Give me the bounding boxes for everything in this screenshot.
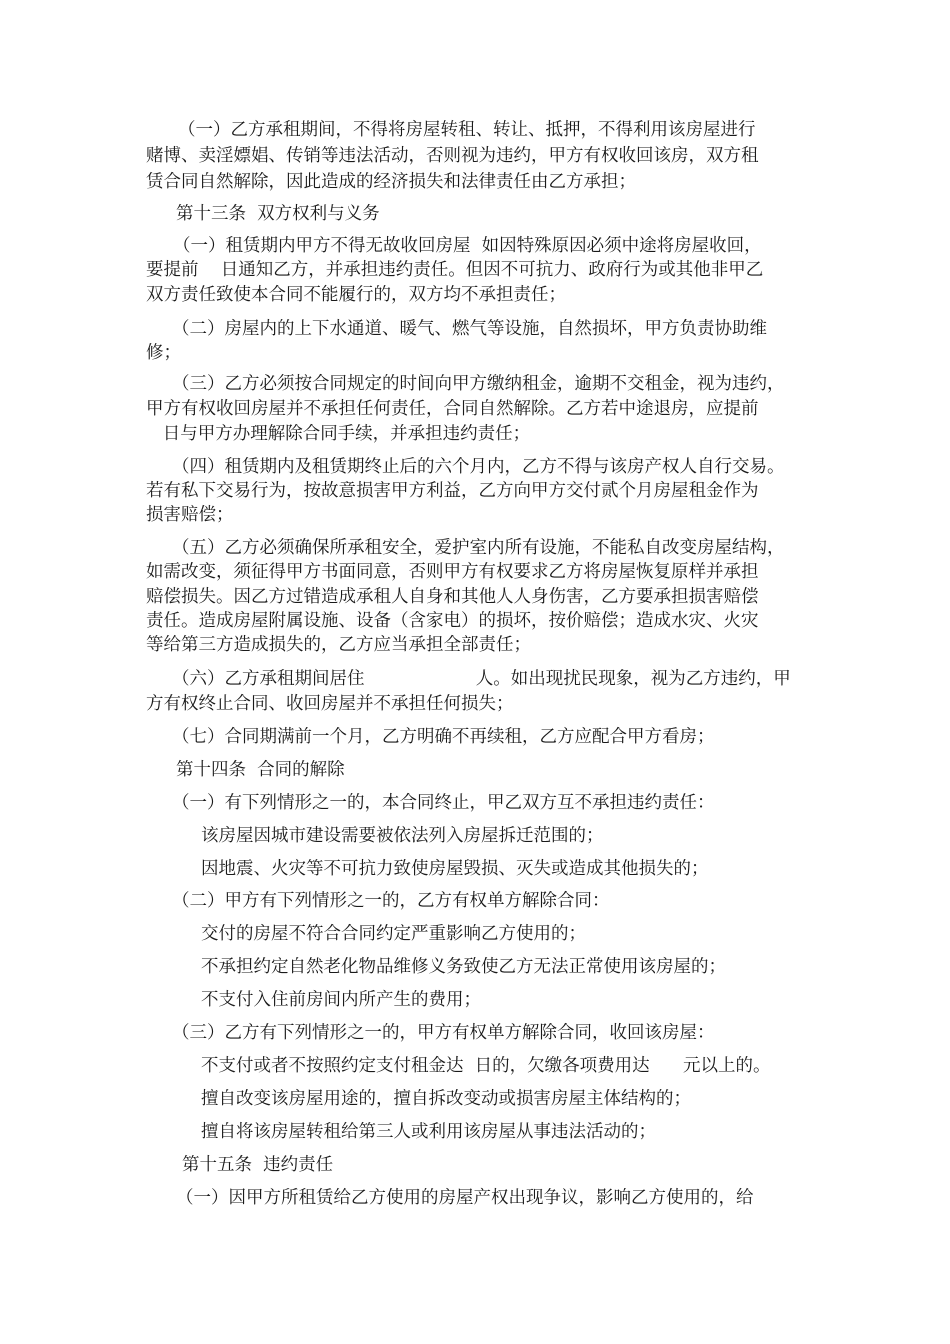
text-line: 甲方有权收回房屋并不承担任何责任，合同自然解除。乙方若中途退房，应提前 (146, 399, 759, 419)
text-line: 不承担约定自然老化物品维修义务致使乙方无法正常使用该房屋的； (201, 957, 726, 977)
text-line: （一）乙方承租期间，不得将房屋转租、转让、抵押，不得利用该房屋进行 (178, 120, 756, 140)
text-line: （三）乙方必须按合同规定的时间向甲方缴纳租金，逾期不交租金，视为违约， (172, 374, 785, 394)
article-heading: 第十三条 双方权利与义务 (176, 204, 380, 224)
text-line: 方有权终止合同、收回房屋并不承担任何损失； (146, 694, 514, 714)
text-line: 赌博、卖淫嫖娼、传销等违法活动，否则视为违约，甲方有权收回该房，双方租 (146, 146, 759, 166)
text-line: 该房屋因城市建设需要被依法列入房屋拆迁范围的； (201, 826, 604, 846)
text-line: （二）房屋内的上下水通道、暖气、燃气等设施，自然损坏，甲方负责协助维 (172, 319, 767, 339)
text-line: 交付的房屋不符合合同约定严重影响乙方使用的； (201, 924, 586, 944)
text-line: （一）有下列情形之一的，本合同终止，甲乙双方互不承担违约责任： (172, 793, 715, 813)
article-heading: 第十五条 违约责任 (182, 1155, 334, 1175)
text-line: （二）甲方有下列情形之一的，乙方有权单方解除合同： (172, 891, 610, 911)
text-line: 要提前 日通知乙方，并承担违约责任。但因不可抗力、政府行为或其他非甲乙 (146, 260, 764, 280)
text-line: （七）合同期满前一个月，乙方明确不再续租，乙方应配合甲方看房； (172, 727, 715, 747)
text-line: 不支付或者不按照约定支付租金达 日的，欠缴各项费用达 元以上的。 (201, 1056, 771, 1076)
text-line: 若有私下交易行为，按故意损害甲方利益，乙方向甲方交付贰个月房屋租金作为 (146, 481, 759, 501)
text-line: （五）乙方必须确保所承租安全，爱护室内所有设施，不能私自改变房屋结构， (172, 538, 785, 558)
text-line: 如需改变，须征得甲方书面同意，否则甲方有权要求乙方将房屋恢复原样并承担 (146, 562, 759, 582)
text-line: （六）乙方承租期间居住 人。如出现扰民现象，视为乙方违约，甲 (172, 669, 791, 689)
text-line: （四）租赁期内及租赁期终止后的六个月内，乙方不得与该房产权人自行交易。 (172, 457, 785, 477)
text-line: 损害赔偿； (146, 505, 234, 525)
text-line: 责任。造成房屋附属设施、设备（含家电）的损坏，按价赔偿；造成水灾、火灾 (146, 611, 759, 631)
text-line: 擅自将该房屋转租给第三人或利用该房屋从事违法活动的； (201, 1122, 656, 1142)
text-line: 不支付入住前房间内所产生的费用； (201, 990, 481, 1010)
text-line: 日与甲方办理解除合同手续，并承担违约责任； (146, 424, 531, 444)
text-line: 因地震、火灾等不可抗力致使房屋毁损、灭失或造成其他损失的； (201, 859, 709, 879)
text-line: 赔偿损失。因乙方过错造成承租人自身和其他人人身伤害，乙方要承担损害赔偿 (146, 587, 759, 607)
text-line: 双方责任致使本合同不能履行的，双方均不承担责任； (146, 285, 566, 305)
text-line: 等给第三方造成损失的，乙方应当承担全部责任； (146, 635, 531, 655)
article-heading: 第十四条 合同的解除 (176, 760, 345, 780)
text-line: （三）乙方有下列情形之一的，甲方有权单方解除合同，收回该房屋： (172, 1023, 715, 1043)
text-line: 赁合同自然解除，因此造成的经济损失和法律责任由乙方承担； (146, 172, 636, 192)
text-line: 擅自改变该房屋用途的，擅自拆改变动或损害房屋主体结构的； (201, 1089, 691, 1109)
text-line: （一）因甲方所租赁给乙方使用的房屋产权出现争议，影响乙方使用的，给 (176, 1188, 754, 1208)
text-line: （一）租赁期内甲方不得无故收回房屋 如因特殊原因必须中途将房屋收回， (173, 236, 762, 256)
text-line: 修； (146, 343, 181, 363)
